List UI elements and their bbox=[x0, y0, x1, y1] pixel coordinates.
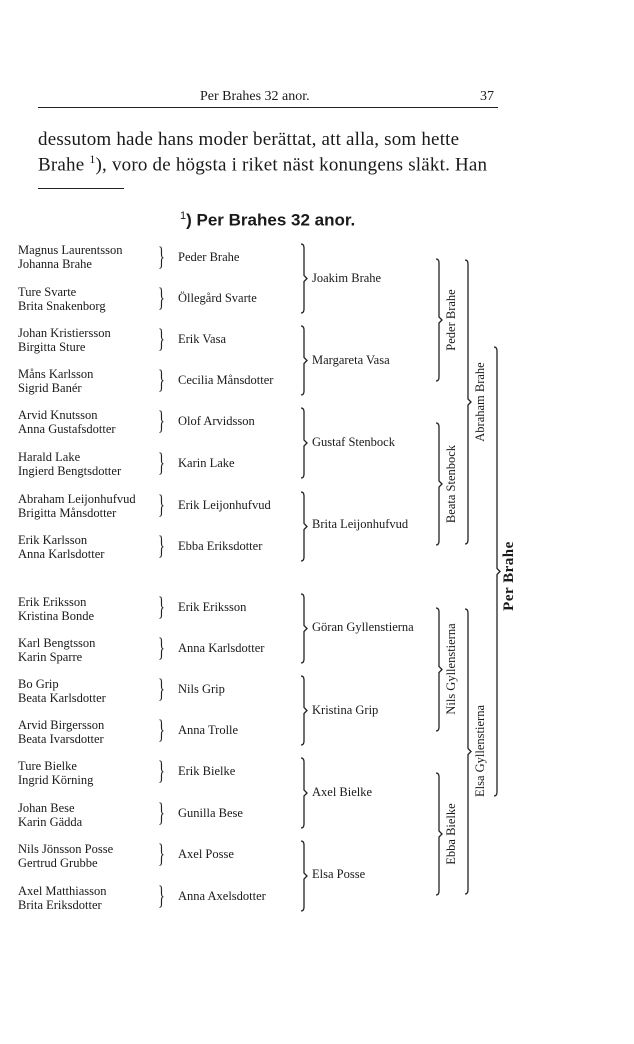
grandparent-name: Karin Lake bbox=[178, 456, 235, 470]
grandparent-name: Öllegård Svarte bbox=[178, 291, 257, 305]
ancestor-mother: Beata Ivarsdotter bbox=[18, 732, 104, 746]
brace-icon: } bbox=[158, 674, 165, 703]
footnote-mark: 1 bbox=[180, 210, 187, 222]
body-line-2: Brahe $^1$), voro de högsta i riket näst konungens släkt. Han bbox=[38, 152, 488, 176]
bracket-gen2 bbox=[301, 676, 307, 745]
parent-name: Kristina Grip bbox=[312, 703, 379, 717]
ancestor-mother: Sigrid Banér bbox=[18, 381, 82, 395]
brace-icon: } bbox=[158, 592, 165, 621]
parent-name: Göran Gyllenstierna bbox=[312, 620, 414, 634]
ancestor-father: Abraham Leijonhufvud bbox=[18, 492, 136, 506]
ancestor-mother: Beata Karlsdotter bbox=[18, 691, 106, 705]
ancestor-mother: Anna Karlsdotter bbox=[18, 547, 105, 561]
bracket-gen3 bbox=[436, 259, 442, 381]
ancestor-father: Johan Kristiersson bbox=[18, 326, 111, 340]
footnote-reference: 1 bbox=[89, 152, 96, 166]
grandparent-name: Anna Karlsdotter bbox=[178, 641, 265, 655]
ancestor-mother: Brita Eriksdotter bbox=[18, 898, 102, 912]
grandparent-name: Ebba Eriksdotter bbox=[178, 539, 263, 553]
ancestor-father: Erik Karlsson bbox=[18, 533, 88, 547]
grandparent-name: Cecilia Månsdotter bbox=[178, 373, 274, 387]
child-name: Abraham Brahe bbox=[473, 362, 487, 442]
ancestor-father: Axel Matthiasson bbox=[18, 884, 107, 898]
brace-icon: } bbox=[158, 531, 165, 560]
brace-icon: } bbox=[158, 839, 165, 868]
grandparent-name: Olof Arvidsson bbox=[178, 414, 255, 428]
page-number: 37 bbox=[480, 89, 494, 104]
bracket-gen2 bbox=[301, 758, 307, 828]
ancestor-father: Arvid Knutsson bbox=[18, 408, 98, 422]
ancestor-father: Harald Lake bbox=[18, 450, 81, 464]
grandparent-name: Gunilla Bese bbox=[178, 806, 243, 820]
brace-icon: } bbox=[158, 448, 165, 477]
ancestor-father: Erik Eriksson bbox=[18, 595, 87, 609]
ancestor-mother: Johanna Brahe bbox=[18, 257, 92, 271]
grandparent-name: Axel Posse bbox=[178, 847, 234, 861]
grandchild-name: Peder Brahe bbox=[444, 289, 458, 351]
bracket-gen2 bbox=[301, 841, 307, 911]
grandparent-name: Erik Eriksson bbox=[178, 600, 247, 614]
grandparent-name: Anna Trolle bbox=[178, 723, 239, 737]
running-title: Per Brahes 32 anor. bbox=[200, 89, 310, 104]
bracket-gen2 bbox=[301, 326, 307, 395]
bracket-gen3 bbox=[436, 423, 442, 545]
brace-icon: } bbox=[158, 633, 165, 662]
ancestor-father: Ture Svarte bbox=[18, 285, 77, 299]
grandparent-name: Erik Leijonhufvud bbox=[178, 498, 271, 512]
ancestor-father: Karl Bengtsson bbox=[18, 636, 96, 650]
proband-name: Per Brahe bbox=[501, 541, 517, 611]
child-name: Elsa Gyllenstierna bbox=[473, 705, 487, 797]
grandparent-name: Peder Brahe bbox=[178, 250, 240, 264]
bracket-gen4 bbox=[465, 260, 471, 544]
ancestor-mother: Brita Snakenborg bbox=[18, 299, 106, 313]
ancestor-father: Nils Jönsson Posse bbox=[18, 842, 114, 856]
brace-icon: } bbox=[158, 242, 165, 271]
ancestor-mother: Ingrid Körning bbox=[18, 773, 94, 787]
ancestor-mother: Gertrud Grubbe bbox=[18, 856, 98, 870]
ancestor-mother: Birgitta Sture bbox=[18, 340, 86, 354]
brace-icon: } bbox=[158, 490, 165, 519]
ancestor-mother: Anna Gustafsdotter bbox=[18, 422, 116, 436]
grandparent-name: Erik Vasa bbox=[178, 332, 227, 346]
brace-icon: } bbox=[158, 324, 165, 353]
brace-icon: } bbox=[158, 283, 165, 312]
bracket-gen3 bbox=[436, 773, 442, 895]
brace-icon: } bbox=[158, 881, 165, 910]
grandparent-name: Erik Bielke bbox=[178, 764, 236, 778]
ancestor-father: Måns Karlsson bbox=[18, 367, 94, 381]
grandchild-name: Ebba Bielke bbox=[444, 803, 458, 865]
parent-name: Joakim Brahe bbox=[312, 271, 382, 285]
bracket-gen2 bbox=[301, 492, 307, 561]
ancestor-mother: Karin Sparre bbox=[18, 650, 83, 664]
ancestor-father: Bo Grip bbox=[18, 677, 59, 691]
brace-icon: } bbox=[158, 715, 165, 744]
parent-name: Axel Bielke bbox=[312, 785, 373, 799]
table-title: $^1$) Per Brahes 32 anor. bbox=[180, 210, 356, 230]
grandparent-name: Anna Axelsdotter bbox=[178, 889, 266, 903]
ancestor-father: Magnus Laurentsson bbox=[18, 243, 123, 257]
bracket-gen2 bbox=[301, 594, 307, 663]
parent-name: Gustaf Stenbock bbox=[312, 435, 395, 449]
brace-icon: } bbox=[158, 798, 165, 827]
brace-icon: } bbox=[158, 365, 165, 394]
brace-icon: } bbox=[158, 406, 165, 435]
body-line-1: dessutom hade hans moder berättat, att alla, som hette bbox=[38, 129, 460, 150]
grandchild-name: Beata Stenbock bbox=[444, 444, 458, 524]
ancestor-mother: Ingierd Bengtsdotter bbox=[18, 464, 122, 478]
bracket-gen2 bbox=[301, 408, 307, 478]
parent-name: Brita Leijonhufvud bbox=[312, 517, 409, 531]
ancestor-mother: Karin Gädda bbox=[18, 815, 83, 829]
bracket-gen2 bbox=[301, 244, 307, 313]
bracket-gen5 bbox=[494, 347, 500, 796]
parent-name: Margareta Vasa bbox=[312, 353, 390, 367]
bracket-gen4 bbox=[465, 609, 471, 894]
grandchild-name: Nils Gyllenstierna bbox=[444, 623, 458, 715]
ancestor-mother: Brigitta Månsdotter bbox=[18, 506, 117, 520]
ancestor-father: Johan Bese bbox=[18, 801, 75, 815]
ancestor-father: Ture Bielke bbox=[18, 759, 77, 773]
parent-name: Elsa Posse bbox=[312, 867, 366, 881]
grandparent-name: Nils Grip bbox=[178, 682, 225, 696]
brace-icon: } bbox=[158, 756, 165, 785]
bracket-gen3 bbox=[436, 608, 442, 731]
ancestor-father: Arvid Birgersson bbox=[18, 718, 105, 732]
ancestor-mother: Kristina Bonde bbox=[18, 609, 95, 623]
